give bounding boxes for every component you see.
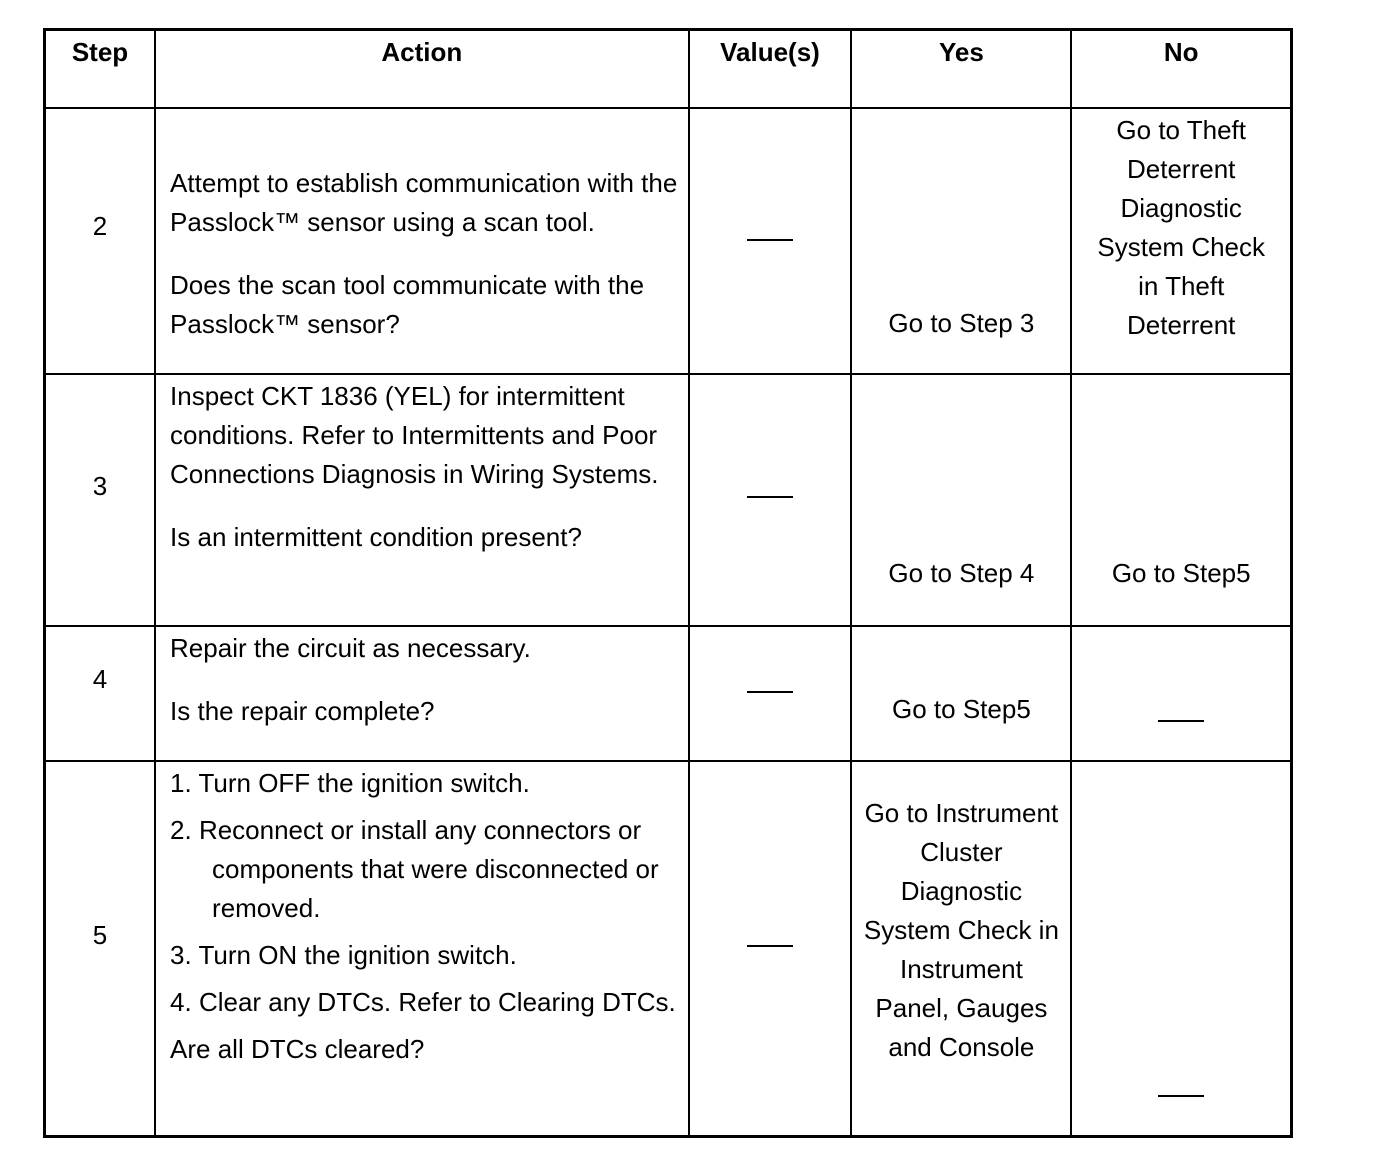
value-dash (747, 691, 793, 693)
value-dash (747, 945, 793, 947)
yes-target: Go to Step5 (892, 694, 1031, 724)
step-number: 4 (45, 626, 156, 761)
value-cell (689, 374, 852, 626)
no-target: Go to Theft Deterrent Diagnostic System Check in Theft Deterrent (1097, 115, 1266, 340)
value-dash (747, 496, 793, 498)
header-row (45, 30, 1292, 109)
step-number: 3 (45, 374, 156, 626)
no-cell (1071, 761, 1291, 1136)
header-step: Step (45, 30, 156, 109)
step-number: 5 (45, 761, 156, 1136)
action-cell (155, 374, 689, 626)
table-row (45, 761, 1292, 1136)
table-row (45, 374, 1292, 626)
value-cell (689, 108, 852, 374)
action-step-4: 4. Clear any DTCs. Refer to Clearing DTCs. (170, 987, 676, 1017)
yes-cell (851, 761, 1071, 1136)
diagnostic-table (43, 28, 1293, 1138)
action-cell (155, 761, 689, 1136)
action-question: Is an intermittent condition present? (170, 522, 582, 552)
table-row (45, 626, 1292, 761)
no-cell (1071, 626, 1291, 761)
action-cell (155, 626, 689, 761)
header-action: Action (155, 30, 689, 109)
value-cell (689, 761, 852, 1136)
value-dash (747, 239, 793, 241)
no-target: Go to Step5 (1111, 558, 1251, 588)
yes-target: Go to Step 4 (888, 558, 1035, 588)
no-cell (1071, 374, 1291, 626)
action-question: Is the repair complete? (170, 696, 435, 726)
action-question: Are all DTCs cleared? (170, 1034, 425, 1064)
header-values: Value(s) (689, 30, 852, 109)
yes-cell (851, 374, 1071, 626)
yes-cell (851, 108, 1071, 374)
action-text: Attempt to establish communication with the Passlock™ sensor using a scan tool. (170, 168, 678, 237)
action-text: Repair the circuit as necessary. (170, 633, 531, 663)
yes-target: Go to Step 3 (888, 308, 1035, 338)
header-no: No (1071, 30, 1291, 109)
table-row (45, 108, 1292, 374)
yes-target: Go to Instrument Cluster Diagnostic System Check in Instrument Panel, Gauges and Console (863, 798, 1059, 1062)
yes-cell (851, 626, 1071, 761)
value-cell (689, 626, 852, 761)
action-step-1: 1. Turn OFF the ignition switch. (170, 768, 530, 798)
action-question: Does the scan tool communicate with the Passlock™ sensor? (170, 270, 645, 339)
action-cell (155, 108, 689, 374)
no-cell (1071, 108, 1291, 374)
header-yes: Yes (851, 30, 1071, 109)
action-text: Inspect CKT 1836 (YEL) for intermittent conditions. Refer to Intermittents and Poor Connections Diagnosis in Wiring Systems. (170, 381, 659, 489)
action-step-2: 2. Reconnect or install any connectors or components that were disconnected or removed. (170, 815, 659, 923)
no-dash (1158, 1095, 1204, 1097)
no-dash (1158, 720, 1204, 722)
step-number: 2 (45, 108, 156, 374)
action-step-3: 3. Turn ON the ignition switch. (170, 940, 517, 970)
